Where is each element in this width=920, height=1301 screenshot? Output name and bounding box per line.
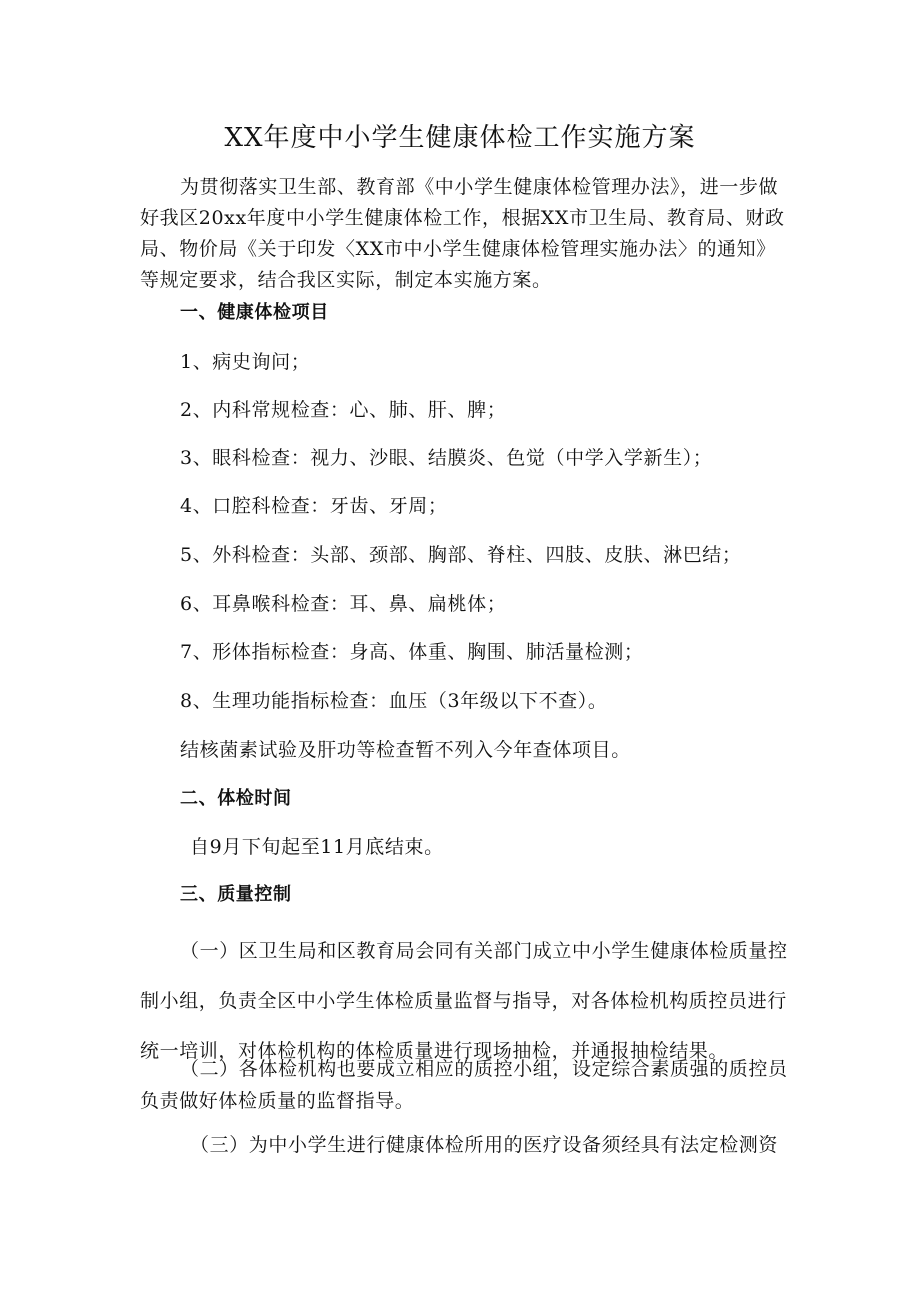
quality-paragraph-2: （二）各体检机构也要成立相应的质控小组，设定综合素质强的质控员负责做好体检质量的监督指导。 [140, 1058, 788, 1112]
section-heading-items: 一、健康体检项目 [180, 302, 329, 323]
list-item: 7、形体指标检查：身高、体重、胸围、肺活量检测； [180, 641, 644, 663]
list-item: 5、外科检查：头部、颈部、胸部、脊柱、四肢、皮肤、淋巴结； [180, 544, 742, 566]
quality-paragraph-1: （一）区卫生局和区教育局会同有关部门成立中小学生健康体检质量控制小组，负责全区中小学生体检质量监督与指导，对各体检机构质控员进行统一培训，对体检机构的体检质量进行现场抽检，并通报抽检结果。 [140, 940, 788, 1062]
list-item: 4、口腔科检查：牙齿、牙周； [180, 495, 448, 517]
list-item: 8、生理功能指标检查：血压（3年级以下不查）。 [180, 690, 608, 712]
document-title: XX年度中小学生健康体检工作实施方案 [224, 123, 696, 153]
list-item: 3、眼科检查：视力、沙眼、结膜炎、色觉（中学入学新生）； [180, 447, 713, 469]
time-text: 自9月下旬起至11月底结束。 [190, 836, 444, 858]
list-item: 2、内科常规检查：心、肺、肝、脾； [180, 399, 507, 421]
list-item: 1、病史询问； [180, 351, 311, 373]
items-note: 结核菌素试验及肝功等检查暂不列入今年查体项目。 [180, 739, 631, 761]
section-heading-time: 二、体检时间 [180, 788, 292, 809]
list-item: 6、耳鼻喉科检查：耳、鼻、扁桃体； [180, 593, 507, 615]
quality-paragraph-3: （三）为中小学生进行健康体检所用的医疗设备须经具有法定检测资 [190, 1134, 779, 1156]
intro-paragraph: 为贯彻落实卫生部、教育部《中小学生健康体检管理办法》，进一步做好我区20xx年度中小学生健康体检工作，根据XX市卫生局、教育局、财政局、物价局《关于印发〈XX市中小学生健康体检管理实施办法〉的通知》等规定要求，结合我区实际，制定本实施方案。 [140, 176, 785, 291]
section-heading-quality: 三、质量控制 [180, 884, 292, 905]
